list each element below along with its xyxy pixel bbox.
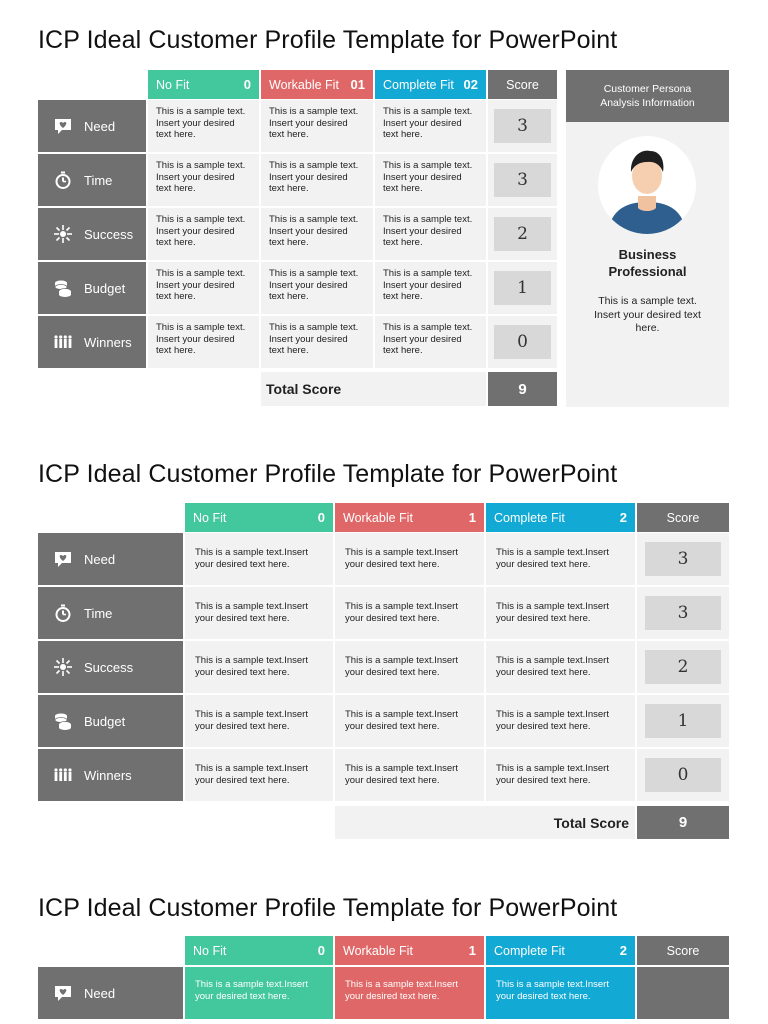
criteria-cell: This is a sample text. Insert your desired text here. <box>261 316 373 368</box>
header-num: 1 <box>468 510 476 525</box>
coins-icon <box>52 277 74 299</box>
row-label-success <box>38 641 183 693</box>
row-label-winners <box>38 316 146 368</box>
criteria-cell: This is a sample text.Insert your desired text here. <box>185 967 333 1019</box>
header-num: 01 <box>350 77 365 92</box>
row-label-budget <box>38 262 146 314</box>
criteria-cell: This is a sample text.Insert your desired text here. <box>335 749 484 801</box>
row-label-text: Need <box>84 118 116 134</box>
score-value[interactable]: 2 <box>645 650 721 684</box>
stopwatch-icon <box>52 602 74 624</box>
header-complete-fit <box>486 503 635 532</box>
criteria-cell: This is a sample text.Insert your desired text here. <box>486 749 635 801</box>
score-cell <box>488 154 557 206</box>
header-score: Score <box>637 503 729 532</box>
coins-icon <box>52 710 74 732</box>
slide3-title: ICP Ideal Customer Profile Template for PowerPoint <box>38 894 618 922</box>
row-label-text: Time <box>84 172 113 188</box>
criteria-cell: This is a sample text. Insert your desired text here. <box>148 154 259 206</box>
criteria-cell: This is a sample text.Insert your desired text here. <box>335 641 484 693</box>
score-cell <box>637 587 729 639</box>
total-score-label: Total Score <box>335 806 635 839</box>
score-value[interactable]: 1 <box>494 271 551 305</box>
header-complete-fit <box>486 936 635 965</box>
score-value[interactable]: 0 <box>494 325 551 359</box>
header-workable-fit <box>261 70 373 99</box>
criteria-cell: This is a sample text. Insert your desired text here. <box>375 262 486 314</box>
score-cell <box>637 695 729 747</box>
row-label-text: Time <box>84 605 113 621</box>
criteria-cell: This is a sample text. Insert your desired text here. <box>148 316 259 368</box>
persona-desc-line: here. <box>635 322 660 334</box>
persona-description <box>566 295 729 336</box>
criteria-cell: This is a sample text.Insert your desired text here. <box>486 967 635 1019</box>
row-label-time <box>38 587 183 639</box>
sparkle-icon <box>52 656 74 678</box>
row-label-text: Success <box>84 659 134 675</box>
person-avatar-icon <box>598 136 696 234</box>
row-label-text: Need <box>84 985 116 1001</box>
header-num: 2 <box>619 943 627 958</box>
criteria-cell: This is a sample text.Insert your desired text here. <box>185 749 333 801</box>
criteria-cell: This is a sample text. Insert your desired text here. <box>375 154 486 206</box>
score-value[interactable]: 3 <box>645 542 721 576</box>
header-num: 0 <box>317 943 325 958</box>
row-label-text: Budget <box>84 713 126 729</box>
header-no-fit <box>185 503 333 532</box>
score-value[interactable]: 3 <box>645 596 721 630</box>
criteria-cell: This is a sample text. Insert your desired text here. <box>375 100 486 152</box>
crowd-icon <box>52 331 74 353</box>
total-score-value: 9 <box>488 372 557 406</box>
sparkle-icon <box>52 223 74 245</box>
criteria-cell: This is a sample text. Insert your desired text here. <box>148 262 259 314</box>
persona-desc-line: This is a sample text. <box>598 295 697 307</box>
avatar <box>598 136 696 234</box>
header-complete-fit <box>375 70 486 99</box>
criteria-cell: This is a sample text.Insert your desired text here. <box>486 641 635 693</box>
criteria-cell: This is a sample text. Insert your desired text here. <box>261 154 373 206</box>
total-score-label: Total Score <box>261 372 486 406</box>
persona-name-line: Business <box>618 247 677 262</box>
row-label-need <box>38 533 183 585</box>
header-label: Complete Fit <box>494 943 565 958</box>
criteria-cell: This is a sample text.Insert your desired text here. <box>335 533 484 585</box>
score-cell <box>637 533 729 585</box>
header-num: 1 <box>468 943 476 958</box>
header-score: Score <box>488 70 557 99</box>
score-value[interactable]: 2 <box>494 217 551 251</box>
header-no-fit <box>185 936 333 965</box>
header-num: 0 <box>317 510 325 525</box>
row-label-time <box>38 154 146 206</box>
row-label-text: Need <box>84 551 116 567</box>
score-value[interactable]: 3 <box>494 163 551 197</box>
message-heart-icon <box>52 548 74 570</box>
criteria-cell: This is a sample text.Insert your desired text here. <box>335 695 484 747</box>
criteria-cell: This is a sample text.Insert your desired text here. <box>486 533 635 585</box>
message-heart-icon <box>52 115 74 137</box>
message-heart-icon <box>52 982 74 1004</box>
score-value[interactable]: 1 <box>645 704 721 738</box>
score-value[interactable]: 0 <box>645 758 721 792</box>
slide2-title: ICP Ideal Customer Profile Template for PowerPoint <box>38 460 618 488</box>
persona-desc-line: Insert your desired text <box>594 308 701 321</box>
header-num: 2 <box>619 510 627 525</box>
header-label: Workable Fit <box>269 77 339 92</box>
header-no-fit <box>148 70 259 99</box>
row-label-text: Winners <box>84 334 132 350</box>
crowd-icon <box>52 764 74 786</box>
score-cell <box>637 749 729 801</box>
criteria-cell: This is a sample text. Insert your desired text here. <box>261 100 373 152</box>
row-label-success <box>38 208 146 260</box>
criteria-cell: This is a sample text. Insert your desired text here. <box>148 100 259 152</box>
header-label: No Fit <box>193 943 227 958</box>
criteria-cell: This is a sample text.Insert your desired text here. <box>486 587 635 639</box>
header-label: Workable Fit <box>343 510 413 525</box>
score-cell <box>637 967 729 1019</box>
header-label: Workable Fit <box>343 943 413 958</box>
criteria-cell: This is a sample text.Insert your desired text here. <box>335 967 484 1019</box>
header-num: 02 <box>463 77 478 92</box>
header-num: 0 <box>243 77 251 92</box>
criteria-cell: This is a sample text. Insert your desired text here. <box>375 316 486 368</box>
slide1-title: ICP Ideal Customer Profile Template for PowerPoint <box>38 26 618 54</box>
score-cell <box>488 208 557 260</box>
row-label-text: Budget <box>84 280 126 296</box>
header-label: No Fit <box>156 77 190 92</box>
header-label: No Fit <box>193 510 227 525</box>
score-cell <box>637 641 729 693</box>
criteria-cell: This is a sample text.Insert your desired text here. <box>335 587 484 639</box>
persona-heading-line: Customer Persona <box>603 83 692 95</box>
criteria-cell: This is a sample text.Insert your desired text here. <box>185 587 333 639</box>
score-cell <box>488 316 557 368</box>
criteria-cell: This is a sample text. Insert your desired text here. <box>148 208 259 260</box>
row-label-need <box>38 100 146 152</box>
score-cell <box>488 262 557 314</box>
criteria-cell: This is a sample text.Insert your desired text here. <box>486 695 635 747</box>
header-label: Complete Fit <box>383 77 454 92</box>
stopwatch-icon <box>52 169 74 191</box>
score-cell <box>488 100 557 152</box>
persona-name-line: Professional <box>608 264 687 279</box>
criteria-cell: This is a sample text. Insert your desired text here. <box>375 208 486 260</box>
persona-heading-line: Analysis Information <box>600 97 695 109</box>
row-label-need <box>38 967 183 1019</box>
total-score-value: 9 <box>637 806 729 839</box>
criteria-cell: This is a sample text.Insert your desired text here. <box>185 641 333 693</box>
criteria-cell: This is a sample text. Insert your desired text here. <box>261 208 373 260</box>
header-score: Score <box>637 936 729 965</box>
score-value[interactable]: 3 <box>494 109 551 143</box>
criteria-cell: This is a sample text.Insert your desired text here. <box>185 533 333 585</box>
header-workable-fit <box>335 936 484 965</box>
persona-name <box>566 246 729 280</box>
criteria-cell: This is a sample text. Insert your desired text here. <box>261 262 373 314</box>
row-label-text: Winners <box>84 767 132 783</box>
header-workable-fit <box>335 503 484 532</box>
persona-heading <box>566 70 729 122</box>
header-label: Complete Fit <box>494 510 565 525</box>
criteria-cell: This is a sample text.Insert your desired text here. <box>185 695 333 747</box>
row-label-text: Success <box>84 226 134 242</box>
row-label-winners <box>38 749 183 801</box>
row-label-budget <box>38 695 183 747</box>
